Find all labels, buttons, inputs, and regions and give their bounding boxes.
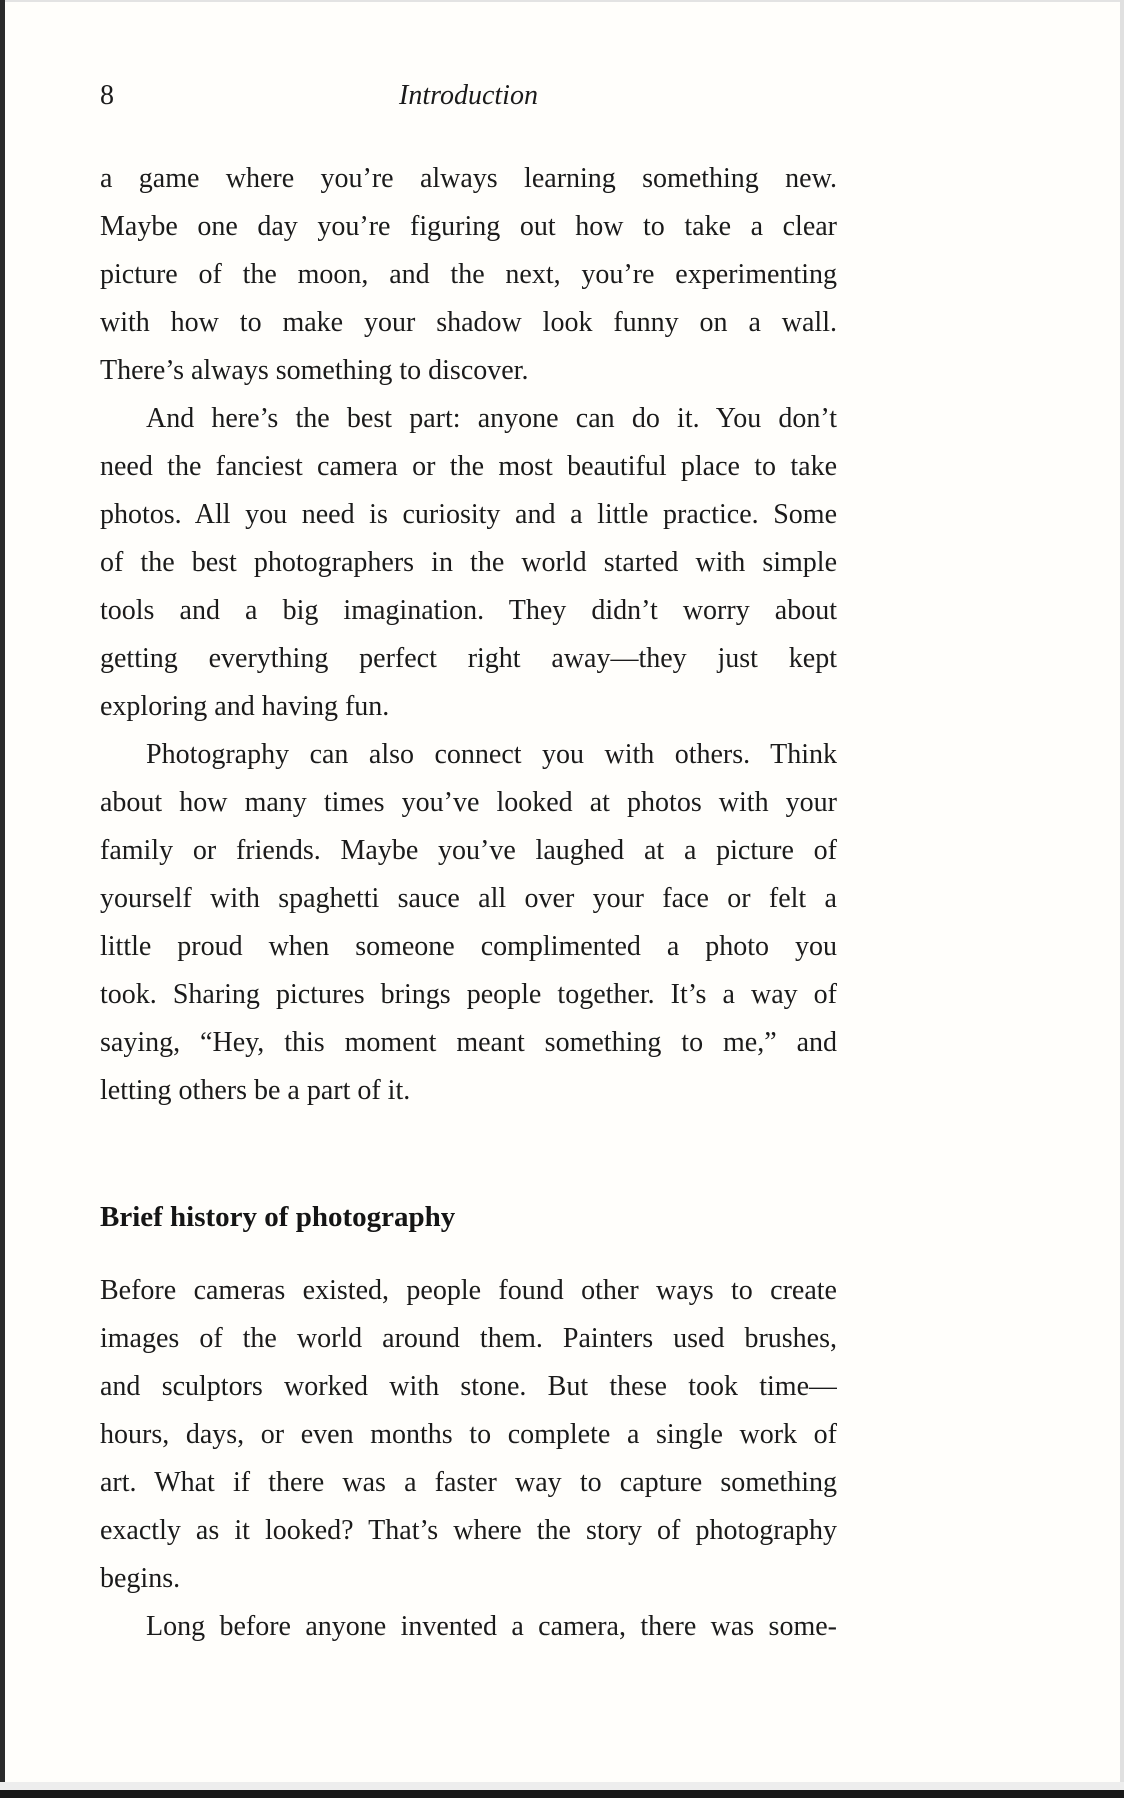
- section-heading: Brief history of photography: [100, 1201, 456, 1233]
- page-edge-right: [1120, 0, 1124, 1798]
- body-line: yourself with spaghetti sauce all over your face or felt a: [100, 883, 837, 914]
- body-line: exploring and having fun.: [100, 691, 390, 722]
- body-line: a game where you’re always learning something new.: [100, 163, 837, 194]
- body-line: Long before anyone invented a camera, there was some-: [146, 1611, 837, 1642]
- body-line: of the best photographers in the world started with simple: [100, 547, 837, 578]
- body-line: begins.: [100, 1563, 181, 1594]
- body-line: And here’s the best part: anyone can do it. You don’t: [146, 403, 837, 434]
- body-line: about how many times you’ve looked at photos with your: [100, 787, 837, 818]
- body-line: Before cameras existed, people found other ways to create: [100, 1275, 837, 1306]
- body-line: getting everything perfect right away—they just kept: [100, 643, 837, 674]
- body-line: need the fanciest camera or the most beautiful place to take: [100, 451, 837, 482]
- body-line: little proud when someone complimented a photo you: [100, 931, 837, 962]
- body-line: letting others be a part of it.: [100, 1075, 411, 1106]
- page-edge-left: [0, 0, 5, 1798]
- body-line: exactly as it looked? That’s where the story of photography: [100, 1515, 837, 1546]
- body-line: family or friends. Maybe you’ve laughed at a picture of: [100, 835, 837, 866]
- page-number: 8: [100, 80, 114, 111]
- running-header: [100, 78, 837, 114]
- page-edge-bottom-bar: [0, 1790, 1124, 1798]
- body-text: [100, 155, 837, 1651]
- body-line: and sculptors worked with stone. But these took time—: [100, 1371, 837, 1402]
- body-line: tools and a big imagination. They didn’t worry about: [100, 595, 837, 626]
- body-line: art. What if there was a faster way to capture something: [100, 1467, 837, 1498]
- body-line: took. Sharing pictures brings people together. It’s a way of: [100, 979, 837, 1010]
- running-header-title: Introduction: [399, 80, 538, 111]
- body-line: hours, days, or even months to complete a single work of: [100, 1419, 837, 1450]
- page-edge-top: [0, 0, 1124, 2]
- body-line: saying, “Hey, this moment meant something to me,” and: [100, 1027, 837, 1058]
- body-line: photos. All you need is curiosity and a little practice. Some: [100, 499, 837, 530]
- body-line: Maybe one day you’re figuring out how to take a clear: [100, 211, 837, 242]
- body-line: There’s always something to discover.: [100, 355, 529, 386]
- body-line: with how to make your shadow look funny on a wall.: [100, 307, 837, 338]
- page-edge-bottom-light: [0, 1782, 1124, 1790]
- body-line: picture of the moon, and the next, you’re experimenting: [100, 259, 837, 290]
- body-line: Photography can also connect you with others. Think: [146, 739, 837, 770]
- body-line: images of the world around them. Painters used brushes,: [100, 1323, 837, 1354]
